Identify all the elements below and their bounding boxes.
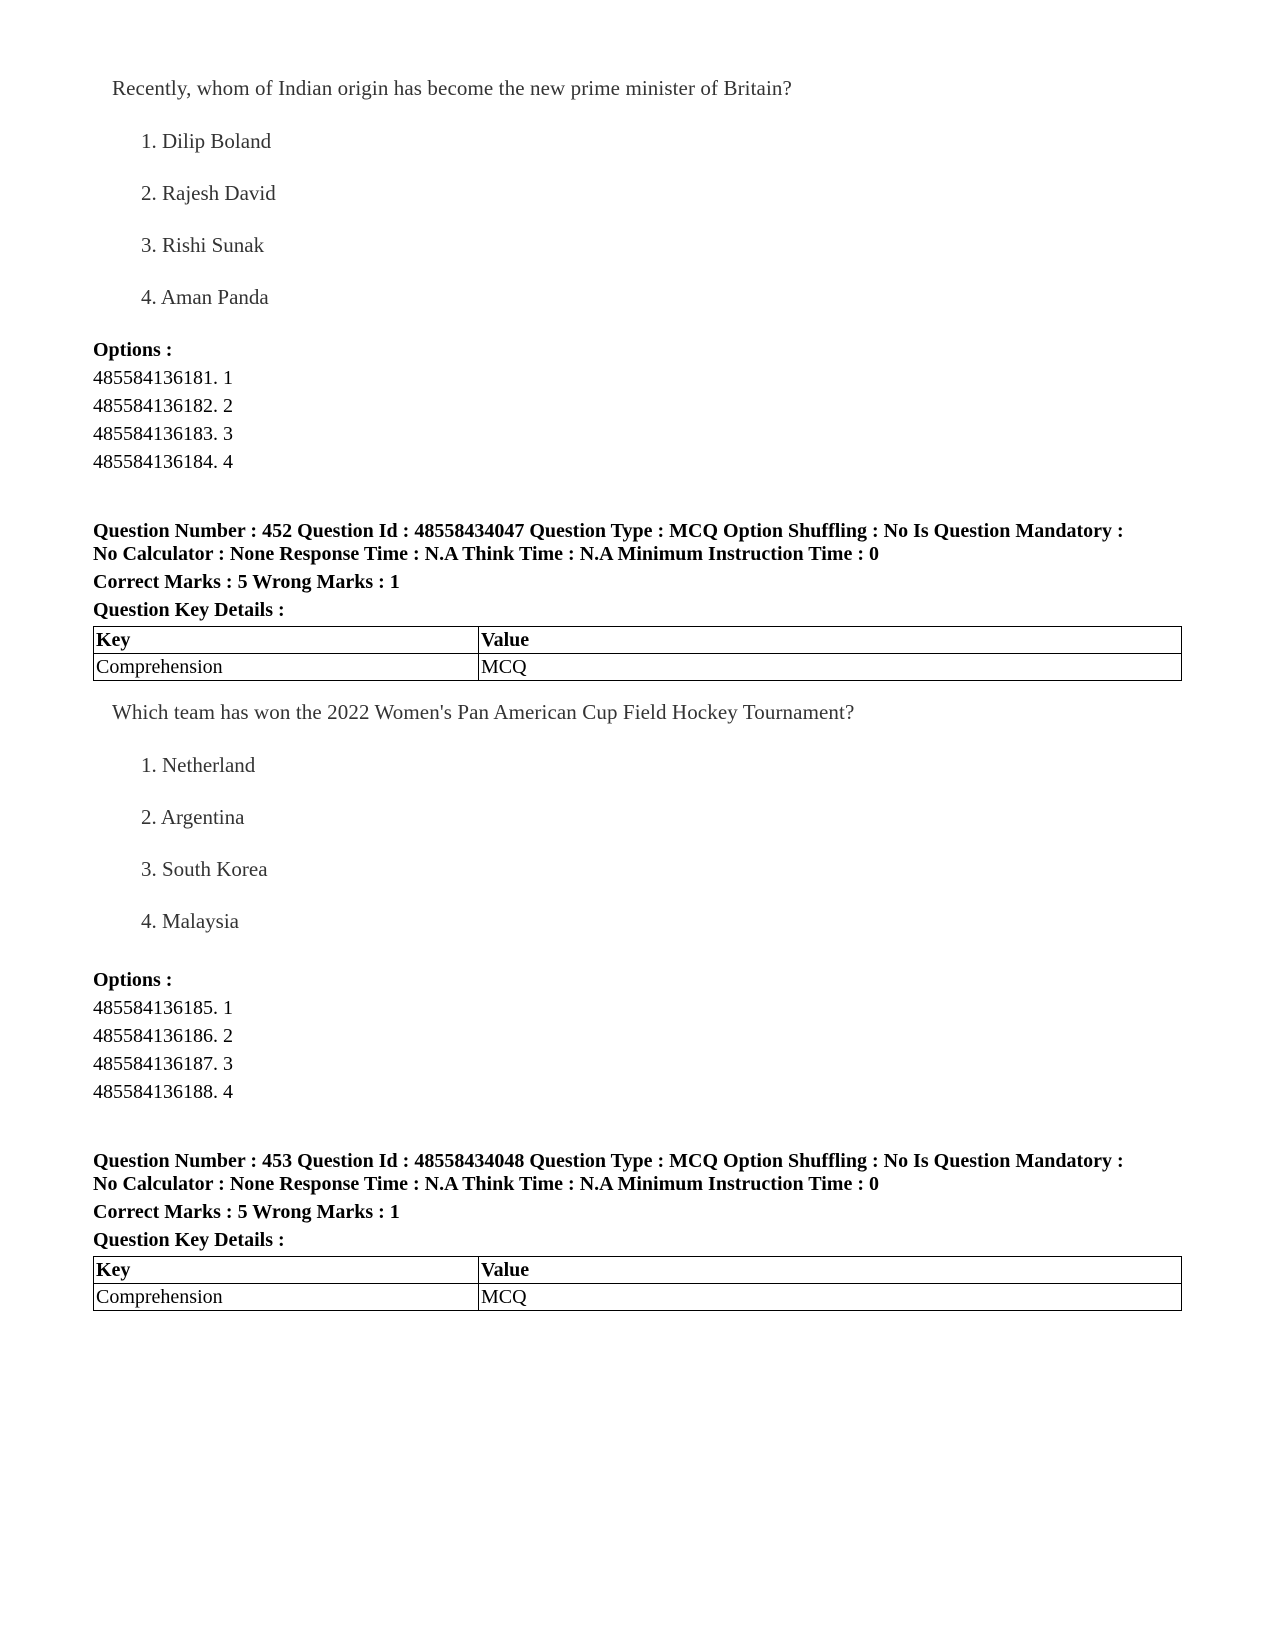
- table-cell-key: Comprehension: [94, 654, 479, 681]
- option-id: 485584136183. 3: [93, 423, 233, 445]
- option-id: 485584136182. 2: [93, 395, 233, 417]
- table-header-key: Key: [94, 1257, 479, 1284]
- answer-choice-2: 2. Argentina: [141, 805, 245, 829]
- option-id: 485584136184. 4: [93, 451, 233, 473]
- question-key-table: [93, 1256, 1182, 1311]
- table-header-row: [94, 627, 1182, 654]
- option-id: 485584136188. 4: [93, 1081, 233, 1103]
- table-header-key: Key: [94, 627, 479, 654]
- question-text: Which team has won the 2022 Women's Pan American Cup Field Hockey Tournament?: [112, 700, 855, 724]
- table-cell-value: MCQ: [479, 654, 1182, 681]
- answer-choice-1: 1. Netherland: [141, 753, 256, 777]
- answer-choice-4: 4. Aman Panda: [141, 285, 269, 309]
- option-id: 485584136185. 1: [93, 997, 233, 1019]
- table-header-value: Value: [479, 627, 1182, 654]
- question-text: Recently, whom of Indian origin has become the new prime minister of Britain?: [112, 76, 792, 100]
- table-cell-key: Comprehension: [94, 1284, 479, 1311]
- answer-choice-2: 2. Rajesh David: [141, 181, 276, 205]
- table-cell-value: MCQ: [479, 1284, 1182, 1311]
- answer-choice-4: 4. Malaysia: [141, 909, 239, 933]
- question-meta-line: Question Number : 452 Question Id : 48558434047 Question Type : MCQ Option Shuffling : No Is Question Mandatory :: [93, 520, 1124, 542]
- key-details-heading: Question Key Details :: [93, 599, 285, 621]
- question-key-table: [93, 626, 1182, 681]
- table-row: [94, 654, 1182, 681]
- table-header-row: [94, 1257, 1182, 1284]
- answer-choice-1: 1. Dilip Boland: [141, 129, 272, 153]
- option-id: 485584136181. 1: [93, 367, 233, 389]
- question-meta-line: No Calculator : None Response Time : N.A Think Time : N.A Minimum Instruction Time : 0: [93, 1173, 879, 1195]
- answer-choice-3: 3. Rishi Sunak: [141, 233, 265, 257]
- option-id: 485584136187. 3: [93, 1053, 233, 1075]
- marks-line: Correct Marks : 5 Wrong Marks : 1: [93, 571, 400, 593]
- table-row: [94, 1284, 1182, 1311]
- options-heading: Options :: [93, 339, 173, 361]
- key-details-heading: Question Key Details :: [93, 1229, 285, 1251]
- table-header-value: Value: [479, 1257, 1182, 1284]
- option-id: 485584136186. 2: [93, 1025, 233, 1047]
- question-meta-line: Question Number : 453 Question Id : 48558434048 Question Type : MCQ Option Shuffling : No Is Question Mandatory :: [93, 1150, 1124, 1172]
- marks-line: Correct Marks : 5 Wrong Marks : 1: [93, 1201, 400, 1223]
- question-meta-line: No Calculator : None Response Time : N.A Think Time : N.A Minimum Instruction Time : 0: [93, 543, 879, 565]
- answer-choice-3: 3. South Korea: [141, 857, 268, 881]
- options-heading: Options :: [93, 969, 173, 991]
